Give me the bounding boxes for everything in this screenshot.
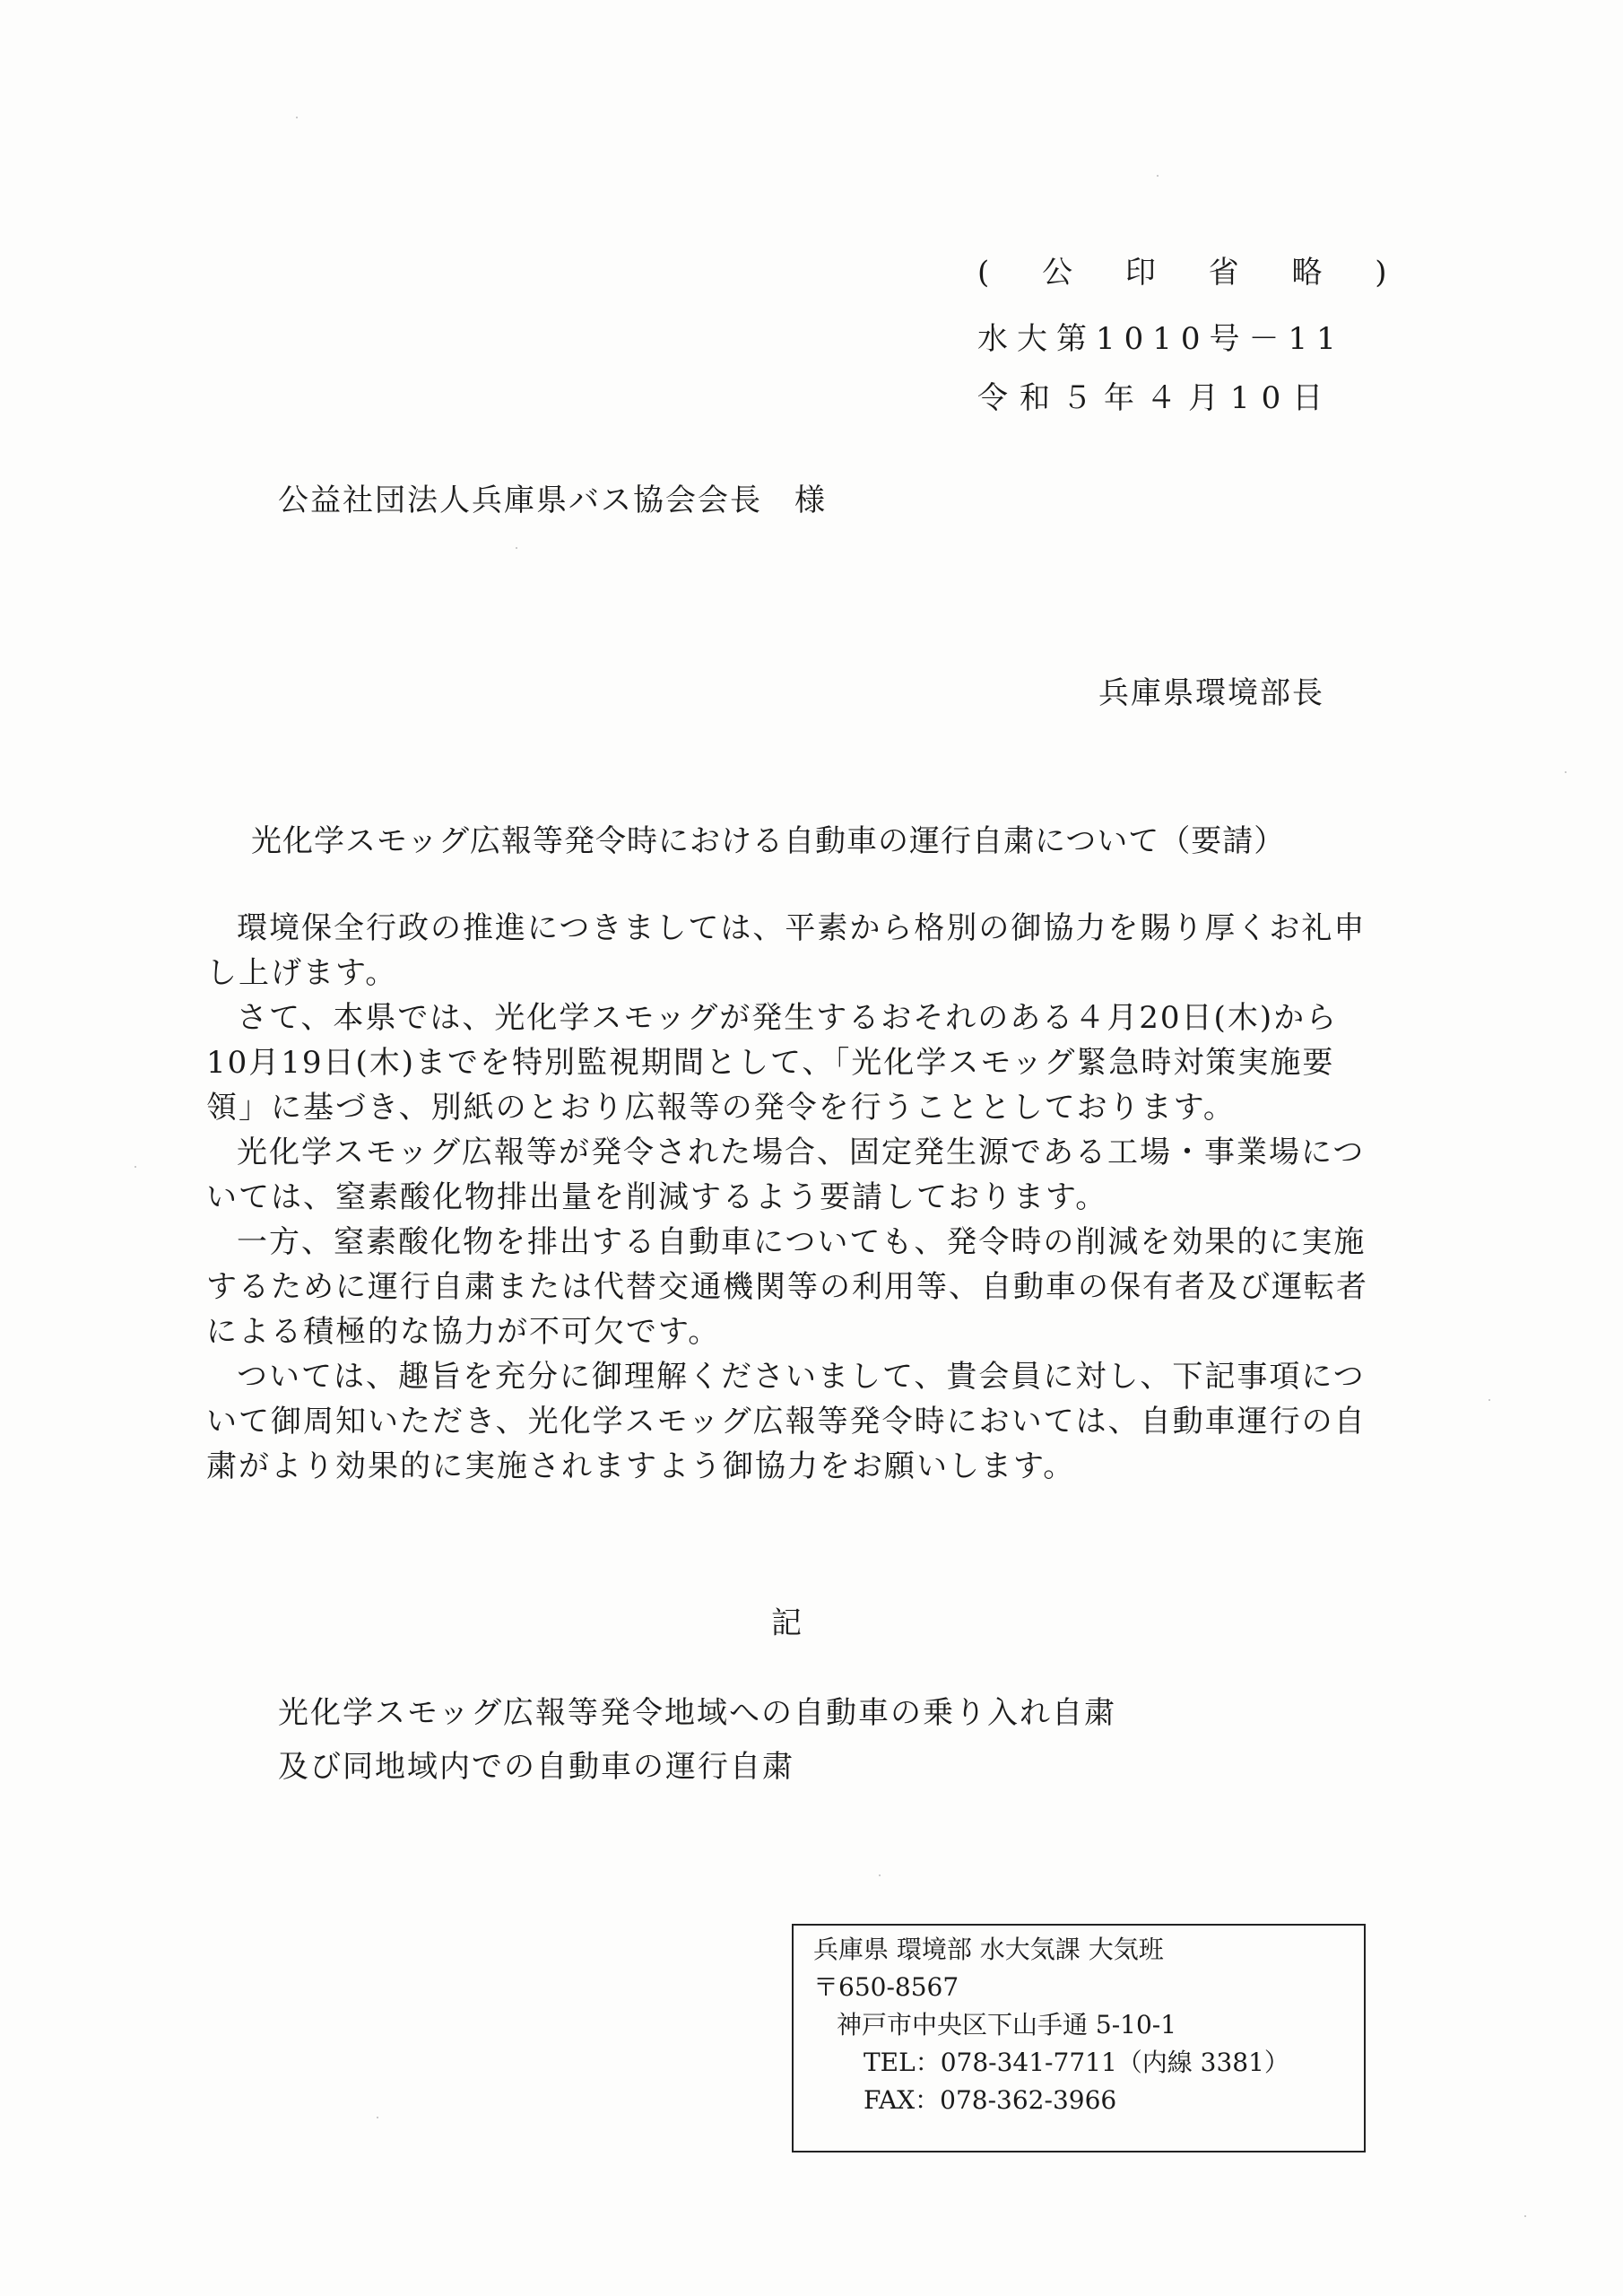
body-paragraph: 環境保全行政の推進につきましては、平素から格別の御協力を賜り厚くお礼申し上げます。 xyxy=(206,910,1367,991)
scan-speck xyxy=(296,117,298,118)
ki-heading: 記 xyxy=(771,1605,802,1641)
scan-speck xyxy=(1524,2215,1526,2217)
body-paragraph: さて、本県では、光化学スモッグが発生するおそれのある４月20日(木)から10月19日(木)までを特別監視期間として、「光化学スモッグ緊急時対策実施要領」に基づき、別紙のとおり広報等の発令を行うこととしております。 xyxy=(206,1000,1339,1126)
letter-body xyxy=(206,906,1372,1489)
body-paragraph: 光化学スモッグ広報等が発令された場合、固定発生源である工場・事業場については、窒素酸化物排出量を削減するよう要請しております。 xyxy=(206,1135,1366,1215)
body-paragraph: 一方、窒素酸化物を排出する自動車についても、発令時の削減を効果的に実施するために運行自粛または代替交通機関等の利用等、自動車の保有者及び運転者による積極的な協力が不可欠です。 xyxy=(206,1224,1368,1350)
scan-speck xyxy=(377,2117,378,2118)
request-item-line: 及び同地域内での自動車の運行自粛 xyxy=(278,1749,794,1785)
addressee: 公益社団法人兵庫県バス協会会長 様 xyxy=(278,483,827,518)
request-item-line: 光化学スモッグ広報等発令地域への自動車の乗り入れ自粛 xyxy=(278,1695,1116,1731)
contact-tel: TEL：078-341-7711（内線 3381） xyxy=(864,2048,1289,2077)
document-number: 水大第1010号－11 xyxy=(977,321,1345,357)
sender: 兵庫県環境部長 xyxy=(1098,675,1324,711)
document-date: 令和５年４月10日 xyxy=(977,380,1335,416)
scan-speck xyxy=(135,1166,136,1168)
scan-speck xyxy=(1488,1399,1490,1401)
scan-speck xyxy=(1565,771,1567,773)
contact-box xyxy=(792,1924,1366,2152)
seal-omitted-note: ( 公 印 省 略 ) xyxy=(977,255,1409,291)
contact-address: 神戸市中央区下山手通 5-10-1 xyxy=(837,2010,1177,2039)
body-paragraph: ついては、趣旨を充分に御理解くださいまして、貴会員に対し、下記事項について御周知いただき、光化学スモッグ広報等発令時においては、自動車運行の自粛がより効果的に実施されますよう御協力をお願いします。 xyxy=(206,1359,1367,1484)
contact-department: 兵庫県 環境部 水大気課 大気班 xyxy=(813,1935,1164,1964)
contact-fax: FAX：078-362-3966 xyxy=(864,2085,1117,2115)
scan-speck xyxy=(879,1874,881,1876)
request-items xyxy=(278,1686,1116,1794)
scan-speck xyxy=(516,547,517,549)
contact-postal-code: 〒650-8567 xyxy=(813,1972,959,2002)
subject-title: 光化学スモッグ広報等発令時における自動車の運行自粛について（要請） xyxy=(251,823,1286,859)
scan-speck xyxy=(1157,175,1159,177)
